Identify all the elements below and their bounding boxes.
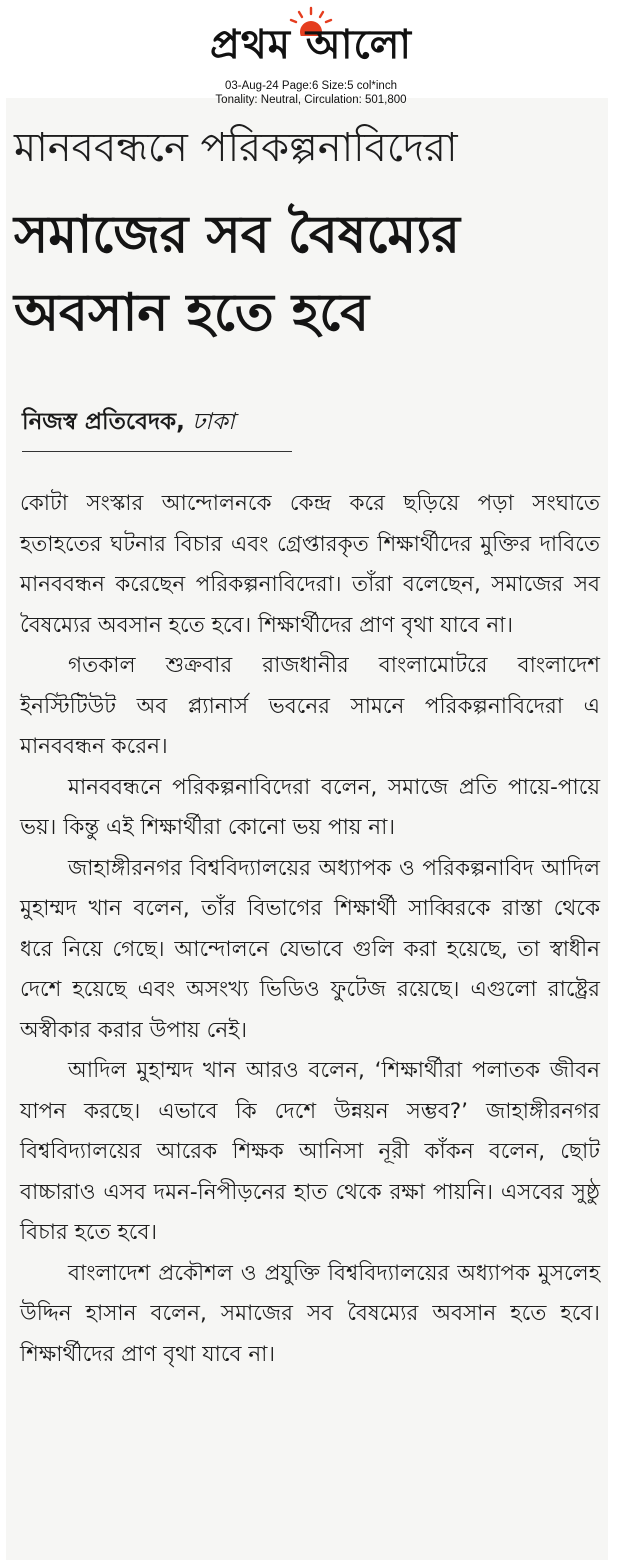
- article-headline: [14, 196, 604, 352]
- byline-location: ঢাকা: [192, 409, 235, 435]
- masthead-logo: প্রথম আলো: [209, 22, 413, 68]
- article-paragraph: বাংলাদেশ প্রকৌশল ও প্রযুক্তি বিশ্ববিদ্যালয়ের অধ্যাপক মুসলেহ উদ্দিন হাসান বলেন, সমাজের সব বৈষম্যের অবসান হতে হবে। শিক্ষার্থীদের প্রাণ বৃথা যাবে না।: [20, 1260, 600, 1367]
- article-paragraph: আদিল মুহাম্মদ খান আরও বলেন, ‘শিক্ষার্থীরা পলাতক জীবন যাপন করছে। এভাবে কি দেশে উন্নয়ন সম্ভব?’ জাহাঙ্গীরনগর বিশ্ববিদ্যালয়ের আরেক শিক্ষক আনিসা নূরী কাঁকন বলেন, ছোট বাচ্চারাও এসব দমন-নিপীড়নের হাত থেকে রক্ষা পায়নি। এসবের সুষ্ঠু বিচার হতে হবে।: [20, 1058, 600, 1245]
- article-paragraph: জাহাঙ্গীরনগর বিশ্ববিদ্যালয়ের অধ্যাপক ও পরিকল্পনাবিদ আদিল মুহাম্মদ খান বলেন, তাঁর বিভাগের শিক্ষার্থী সাব্বিরকে রাস্তা থেকে ধরে নিয়ে গেছে। আন্দোলনে যেভাবে গুলি করা হয়েছে, তা স্বাধীন দেশে হয়েছে এবং অসংখ্য ভিডিও ফুটেজ রয়েছে। এগুলো রাষ্ট্রের অস্বীকার করার উপায় নেই।: [20, 855, 600, 1043]
- article-paragraph: গতকাল শুক্রবার রাজধানীর বাংলামোটরে বাংলাদেশ ইনস্টিটিউট অব প্ল্যানার্স ভবনের সামনে পরিকল্পনাবিদেরা এ মানববন্ধন করেন।: [20, 653, 600, 759]
- byline-divider: [22, 451, 292, 452]
- byline-reporter: নিজস্ব প্রতিবেদক,: [22, 409, 185, 435]
- headline-line-1: সমাজের সব বৈষম্যের: [14, 205, 460, 265]
- article-byline: [22, 404, 235, 440]
- article-paragraph: কোটা সংস্কার আন্দোলনকে কেন্দ্র করে ছড়িয়ে পড়া সংঘাতে হতাহতের ঘটনার বিচার এবং গ্রেপ্তারকৃত শিক্ষার্থীদের মুক্তির দাবিতে মানববন্ধন করেছেন পরিকল্পনাবিদেরা। তাঁরা বলেছেন, সমাজের সব বৈষম্যের অবসান হতে হবে। শিক্ষার্থীদের প্রাণ বৃথা যাবে না।: [20, 491, 600, 638]
- article-kicker: মানববন্ধনে পরিকল্পনাবিদেরা: [14, 125, 458, 171]
- clipping-meta-date: 03-Aug-24 Page:6 Size:5 col*inch: [225, 80, 397, 92]
- article-paragraph: মানববন্ধনে পরিকল্পনাবিদেরা বলেন, সমাজে প্রতি পায়ে-পায়ে ভয়। কিন্তু এই শিক্ষার্থীরা কোনো ভয় পায় না।: [20, 774, 600, 840]
- masthead: [0, 6, 622, 66]
- headline-line-2: অবসান হতে হবে: [14, 283, 370, 343]
- clipping-meta-tonality: Tonality: Neutral, Circulation: 501,800: [215, 94, 407, 106]
- article-body: [20, 484, 600, 1375]
